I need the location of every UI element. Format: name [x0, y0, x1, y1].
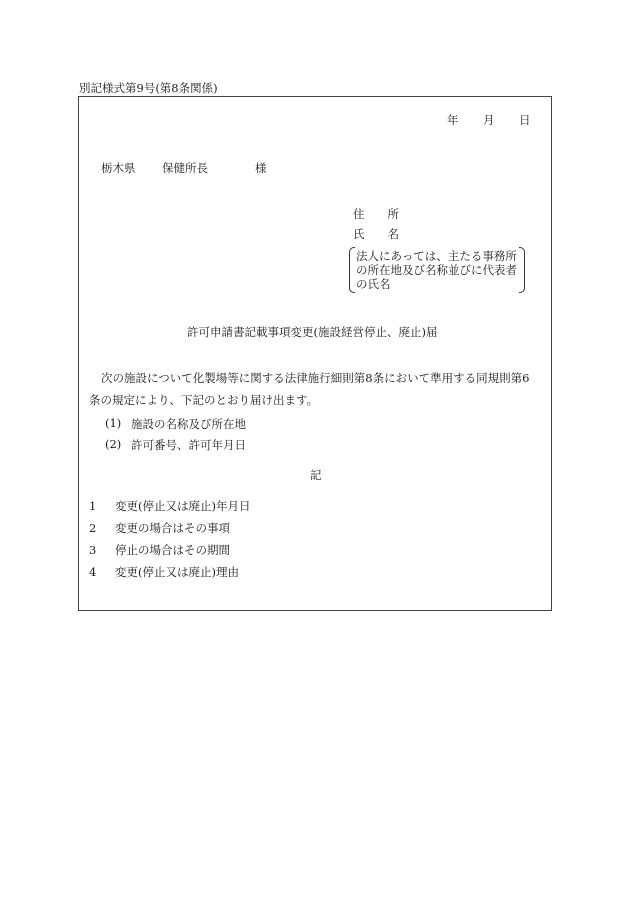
name-label: 氏 名 — [353, 227, 399, 241]
list-item-text: 変更の場合はその事項 — [115, 521, 230, 535]
date-year-label: 年 — [447, 113, 459, 127]
corporate-note — [349, 247, 525, 291]
list-item-text: 停止の場合はその期間 — [115, 543, 230, 557]
document-title: 許可申請書記載事項変更(施設経営停止、廃止)届 — [187, 325, 438, 339]
date-day-label: 日 — [519, 113, 531, 127]
addressee-honorific: 様 — [255, 161, 267, 175]
bracket-left — [349, 247, 355, 293]
form-frame — [78, 96, 552, 611]
addressee-prefecture: 栃木県 — [101, 161, 136, 175]
bracket-right — [519, 247, 525, 293]
list-item-number: 4 — [89, 565, 97, 579]
sub-item-number: (1) — [105, 416, 122, 430]
ki-label: 記 — [310, 468, 322, 482]
sub-item-text: 許可番号、許可年月日 — [131, 438, 246, 452]
form-reference: 別記様式第9号(第8条関係) — [79, 81, 218, 95]
list-item — [89, 498, 250, 514]
corporate-note-line: の氏名 — [356, 277, 391, 291]
list-item-number: 1 — [89, 499, 97, 513]
body-line: 次の施設について化製場等に関する法律施行細則第8条において準用する同規則第6 — [101, 371, 530, 385]
sub-item-text: 施設の名称及び所在地 — [131, 417, 246, 431]
list-item-text: 変更(停止又は廃止)年月日 — [115, 499, 251, 513]
addressee-title: 保健所長 — [162, 161, 208, 175]
body-text — [89, 367, 539, 411]
list-item — [89, 564, 239, 580]
corporate-note-line: の所在地及び名称並びに代表者 — [356, 263, 517, 277]
list-item-text: 変更(停止又は廃止)理由 — [115, 565, 239, 579]
sub-item-number: (2) — [105, 437, 122, 451]
address-label: 住 所 — [353, 207, 399, 221]
list-item-number: 2 — [89, 521, 97, 535]
list-item — [89, 542, 230, 558]
list-item-number: 3 — [89, 543, 97, 557]
body-line: 条の規定により、下記のとおり届け出ます。 — [89, 393, 319, 407]
corporate-note-line: 法人にあっては、主たる事務所 — [356, 249, 517, 263]
date-month-label: 月 — [483, 113, 495, 127]
list-item — [89, 520, 230, 536]
